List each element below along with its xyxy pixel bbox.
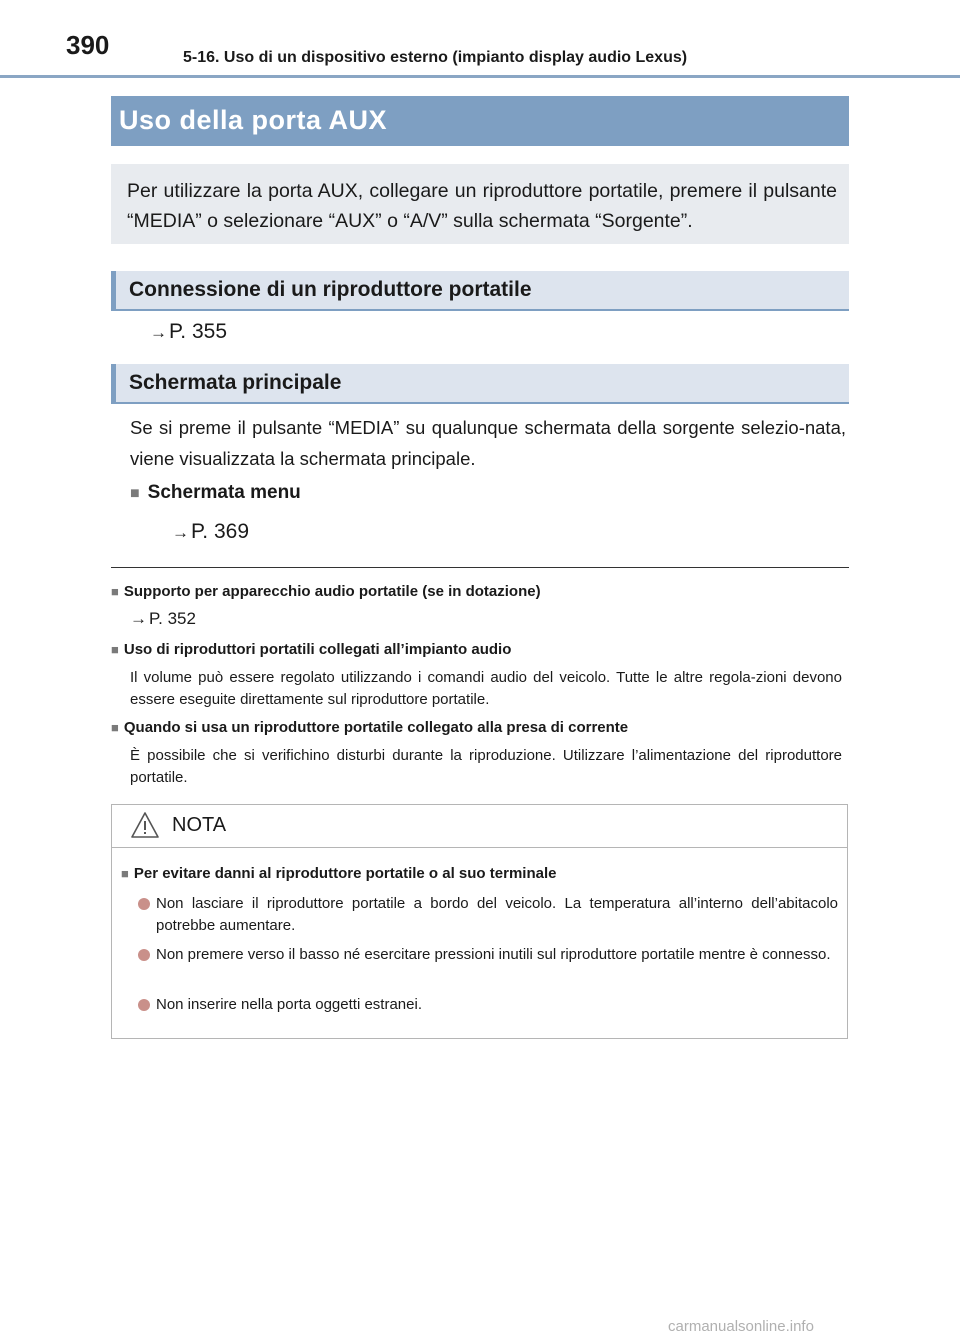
bullet-dot-icon [138, 999, 150, 1011]
note-body-power-outlet: È possibile che si verifichino disturbi durante la riproduzione. Utilizzare l’alimentazione del riproduttore portatile. [130, 747, 842, 786]
nota-header [112, 805, 847, 848]
bullet-dot-icon [138, 949, 150, 961]
square-bullet-icon: ■ [111, 642, 119, 657]
reference-link-p355[interactable] [150, 320, 227, 344]
bullet-dot-icon [138, 898, 150, 910]
section-divider [111, 567, 849, 568]
chapter-title: 5-16. Uso di un dispositivo esterno (impianto display audio Lexus) [183, 49, 688, 66]
nota-bullet-item [138, 893, 838, 937]
nota-sub-heading [121, 865, 556, 882]
section-accent-bar [111, 271, 116, 309]
arrow-right-icon: → [150, 323, 167, 342]
square-bullet-icon: ■ [130, 485, 140, 502]
section-heading-text: Schermata principale [129, 371, 342, 394]
arrow-right-icon: → [172, 523, 189, 542]
arrow-right-icon: → [130, 609, 147, 628]
note-body-audio-usage: Il volume può essere regolato utilizzando i comandi audio del veicolo. Tutte le altre regola-zioni devono essere eseguite direttamente sul riproduttore portatile. [130, 669, 842, 708]
intro-box [111, 164, 849, 244]
nota-bullet-item [138, 994, 838, 1016]
reference-text: P. 355 [169, 320, 228, 343]
header-divider [0, 75, 960, 78]
section-heading-main-screen [111, 364, 849, 404]
square-bullet-icon: ■ [111, 720, 119, 735]
intro-text: Per utilizzare la porta AUX, collegare un riproduttore portatile, premere il pulsante “MEDIA” o selezionare “AUX” o “A/V” sulla schermata “Sorgente”. [127, 180, 837, 232]
reference-text: P. 352 [149, 609, 196, 628]
nota-warning-box [111, 804, 848, 1039]
reference-link-p369[interactable] [172, 520, 249, 544]
reference-text: P. 369 [191, 520, 250, 543]
note-heading-power-outlet [111, 719, 628, 736]
watermark-text: carmanualsonline.info [668, 1318, 814, 1335]
nota-bullet-text: Non lasciare il riproduttore portatile a bordo del veicolo. La temperatura all’interno dell’abitacolo potrebbe aumentare. [156, 895, 838, 934]
note-heading-text: Quando si usa un riproduttore portatile collegato alla presa di corrente [123, 719, 629, 736]
square-bullet-icon: ■ [121, 866, 129, 881]
main-screen-paragraph: Se si preme il pulsante “MEDIA” su qualunque schermata della sorgente selezio-nata, viene visualizzata la schermata principale. [130, 417, 846, 469]
page-header [0, 0, 960, 80]
page-title-bar [111, 96, 849, 146]
note-heading-text: Uso di riproduttori portatili collegati all’impianto audio [123, 641, 512, 658]
section-heading-connection [111, 271, 849, 311]
note-heading-text: Supporto per apparecchio audio portatile (se in dotazione) [123, 583, 541, 600]
note-heading-audio-usage [111, 641, 511, 658]
sub-heading-menu-screen [130, 482, 301, 504]
nota-bullet-text: Non premere verso il basso né esercitare pressioni inutili sul riproduttore portatile mentre è connesso. [156, 946, 831, 963]
nota-bullet-text: Non inserire nella porta oggetti estranei. [156, 996, 422, 1013]
sub-heading-text: Schermata menu [147, 482, 301, 503]
section-accent-bar [111, 364, 116, 402]
nota-label: NOTA [172, 814, 227, 836]
warning-triangle-icon [130, 811, 160, 839]
nota-sub-heading-text: Per evitare danni al riproduttore portatile o al suo terminale [133, 865, 557, 882]
square-bullet-icon: ■ [111, 584, 119, 599]
note-heading-portable-support [111, 583, 541, 600]
section-heading-text: Connessione di un riproduttore portatile [129, 278, 532, 301]
page-title: Uso della porta AUX [119, 105, 388, 135]
page-number: 390 [66, 30, 110, 60]
reference-link-p352[interactable] [130, 609, 196, 629]
nota-bullet-item [138, 944, 838, 966]
